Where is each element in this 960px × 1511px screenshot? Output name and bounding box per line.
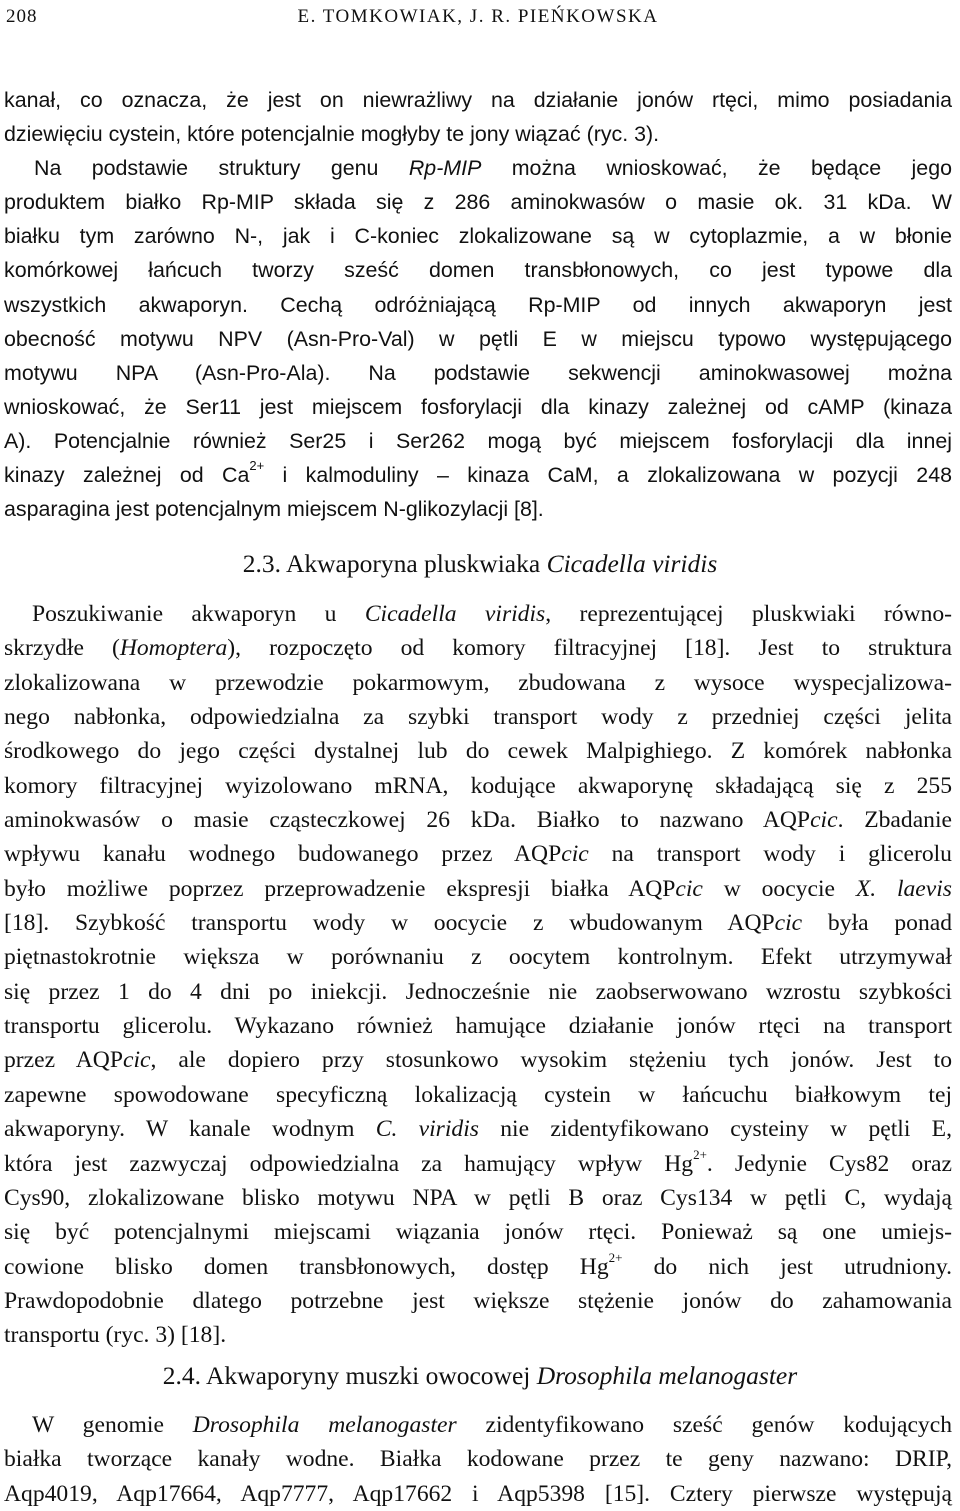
- page-number: 208: [6, 6, 38, 27]
- text-line: motywu NPA (Asn-Pro-Ala). Na podstawie sekwencji aminokwasowej można: [4, 360, 952, 385]
- text-line: było możliwe poprzez przeprowadzenie ekspresji białka AQPcic w oocycie X. laevis: [4, 875, 952, 902]
- text-line: akwaporyny. W kanale wodnym C. viridis nie zidentyfikowano cysteiny w pętli E,: [4, 1116, 952, 1143]
- text-line: skrzydłe (Homoptera), rozpoczęto od komory filtracyjnej [18]. Jest to struktura: [4, 635, 952, 662]
- text-line: komórkowej łańcuch tworzy sześć domen transbłonowych, co jest typowe dla: [4, 258, 952, 283]
- text-line: piętnastokrotnie większa w porównaniu z oocytem kontrolnym. Efekt utrzymywał: [4, 944, 952, 971]
- text-line: przez AQPcic, ale dopiero przy stosunkowo wysokim stężeniu tych jonów. Jest to: [4, 1047, 952, 1074]
- page-header: [6, 6, 950, 30]
- text-line: komory filtracyjnej wyizolowano mRNA, kodujące akwaporynę składającą się z 255: [4, 772, 952, 799]
- text-line: która jest zazwyczaj odpowiedzialna za hamujący wpływ $Hg^{2+}$. Jedynie Cys82 oraz: [4, 1146, 952, 1177]
- text-line: asparagina jest potencjalnym miejscem N-glikozylacji [8].: [4, 497, 544, 522]
- text-line: białka tworzące kanały wodne. Białka kodowane przez te geny nazwano: DRIP,: [4, 1446, 952, 1473]
- text-line: wnioskować, że Ser11 jest miejscem fosforylacji dla kinazy zależnej od cAMP (kinaza: [4, 394, 952, 419]
- text-line: Aqp4019, Aqp17664, Aqp7777, Aqp17662 i Aqp5398 [15]. Cztery pierwsze występują: [4, 1480, 952, 1507]
- text-line: transportu glicerolu. Wykazano również hamujące działanie jonów rtęci na transport: [4, 1013, 952, 1040]
- text-line: [18]. Szybkość transportu wody w oocycie z wbudowanym AQPcic była ponad: [4, 910, 953, 937]
- text-line: się przez 1 do 4 dni po iniekcji. Jednocześnie nie zaobserwowano wzrostu szybkości: [4, 978, 952, 1005]
- paragraph-drosophila: [4, 1408, 952, 1511]
- text-line: Cys90, zlokalizowane blisko motywu NPA w pętli B oraz Cys134 w pętli C, wydają: [4, 1184, 952, 1211]
- text-line: obecność motywu NPV (Asn-Pro-Val) w pętli E w miejscu typowo występującego: [4, 326, 952, 351]
- text-line: zapewne spowodowane specyficzną lokalizacją cystein w łańcuchu białkowym tej: [4, 1081, 952, 1108]
- text-line: Na podstawie struktury genu Rp-MIP można wnioskować, że będące jego: [34, 156, 952, 181]
- text-line: wszystkich akwaporyn. Cechą odróżniającą Rp-MIP od innych akwaporyn jest: [4, 292, 952, 317]
- text-line: się być potencjalnymi miejscami wiązania jonów rtęci. Ponieważ są one umiejs-: [4, 1219, 952, 1246]
- running-title: E. TOMKOWIAK, J. R. PIEŃKOWSKA: [297, 6, 659, 27]
- text-line: dziewięciu cystein, które potencjalnie mogłyby te jony wiązać (ryc. 3).: [4, 122, 660, 147]
- text-line: Poszukiwanie akwaporyn u Cicadella viridis, reprezentującej pluskwiaki równo-: [32, 601, 953, 627]
- text-line: kanał, co oznacza, że jest on niewrażliwy na działanie jonów rtęci, mimo posiadania: [4, 88, 952, 112]
- text-line: A). Potencjalnie również Ser25 i Ser262 mogą być miejscem fosforylacji dla innej: [4, 428, 952, 453]
- text-line: środkowego do jego części dystalnej lub do cewek Malpighiego. Z komórek nabłonka: [4, 738, 952, 765]
- text-line: transportu (ryc. 3) [18].: [4, 1322, 227, 1349]
- text-line: kinazy zależnej od $Ca^{2+}$ i kalmoduliny – kinaza CaM, a zlokalizowana w pozycji 248: [4, 458, 952, 488]
- text-line: Prawdopodobnie dlatego potrzebne jest większe stężenie jonów do zahamowania: [4, 1287, 952, 1314]
- text-line: zlokalizowana w przewodzie pokarmowym, zbudowana z wysoce wyspecjalizowa-: [4, 669, 952, 696]
- section-heading-2-3: 2.3. Akwaporyna pluskwiaka Cicadella viridis: [242, 549, 718, 578]
- section-heading-2-4: 2.4. Akwaporyny muszki owocowej Drosophila melanogaster: [162, 1361, 798, 1390]
- text-line: nego nabłonka, odpowiedzialna za szybki transport wody z przedniej części jelita: [4, 704, 952, 731]
- text-line: aminokwasów o masie cząsteczkowej 26 kDa. Białko to nazwano AQPcic. Zbadanie: [4, 807, 953, 834]
- text-line: wpływu kanału wodnego budowanego przez AQPcic na transport wody i glicerolu: [4, 841, 952, 868]
- text-line: białku tym zarówno N-, jak i C-koniec zlokalizowane są w cytoplazmie, a w błonie: [4, 224, 952, 249]
- text-line: cowione blisko domen transbłonowych, dostęp $Hg^{2+}$ do nich jest utrudniony.: [4, 1249, 952, 1280]
- text-line: produktem białko Rp-MIP składa się z 286 aminokwasów o masie ok. 31 kDa. W: [4, 190, 952, 215]
- text-line: W genomie Drosophila melanogaster zidentyfikowano sześć genów kodujących: [32, 1412, 952, 1438]
- paragraph-cicadella: [4, 597, 952, 1353]
- paragraph-rp-mip: [4, 83, 952, 526]
